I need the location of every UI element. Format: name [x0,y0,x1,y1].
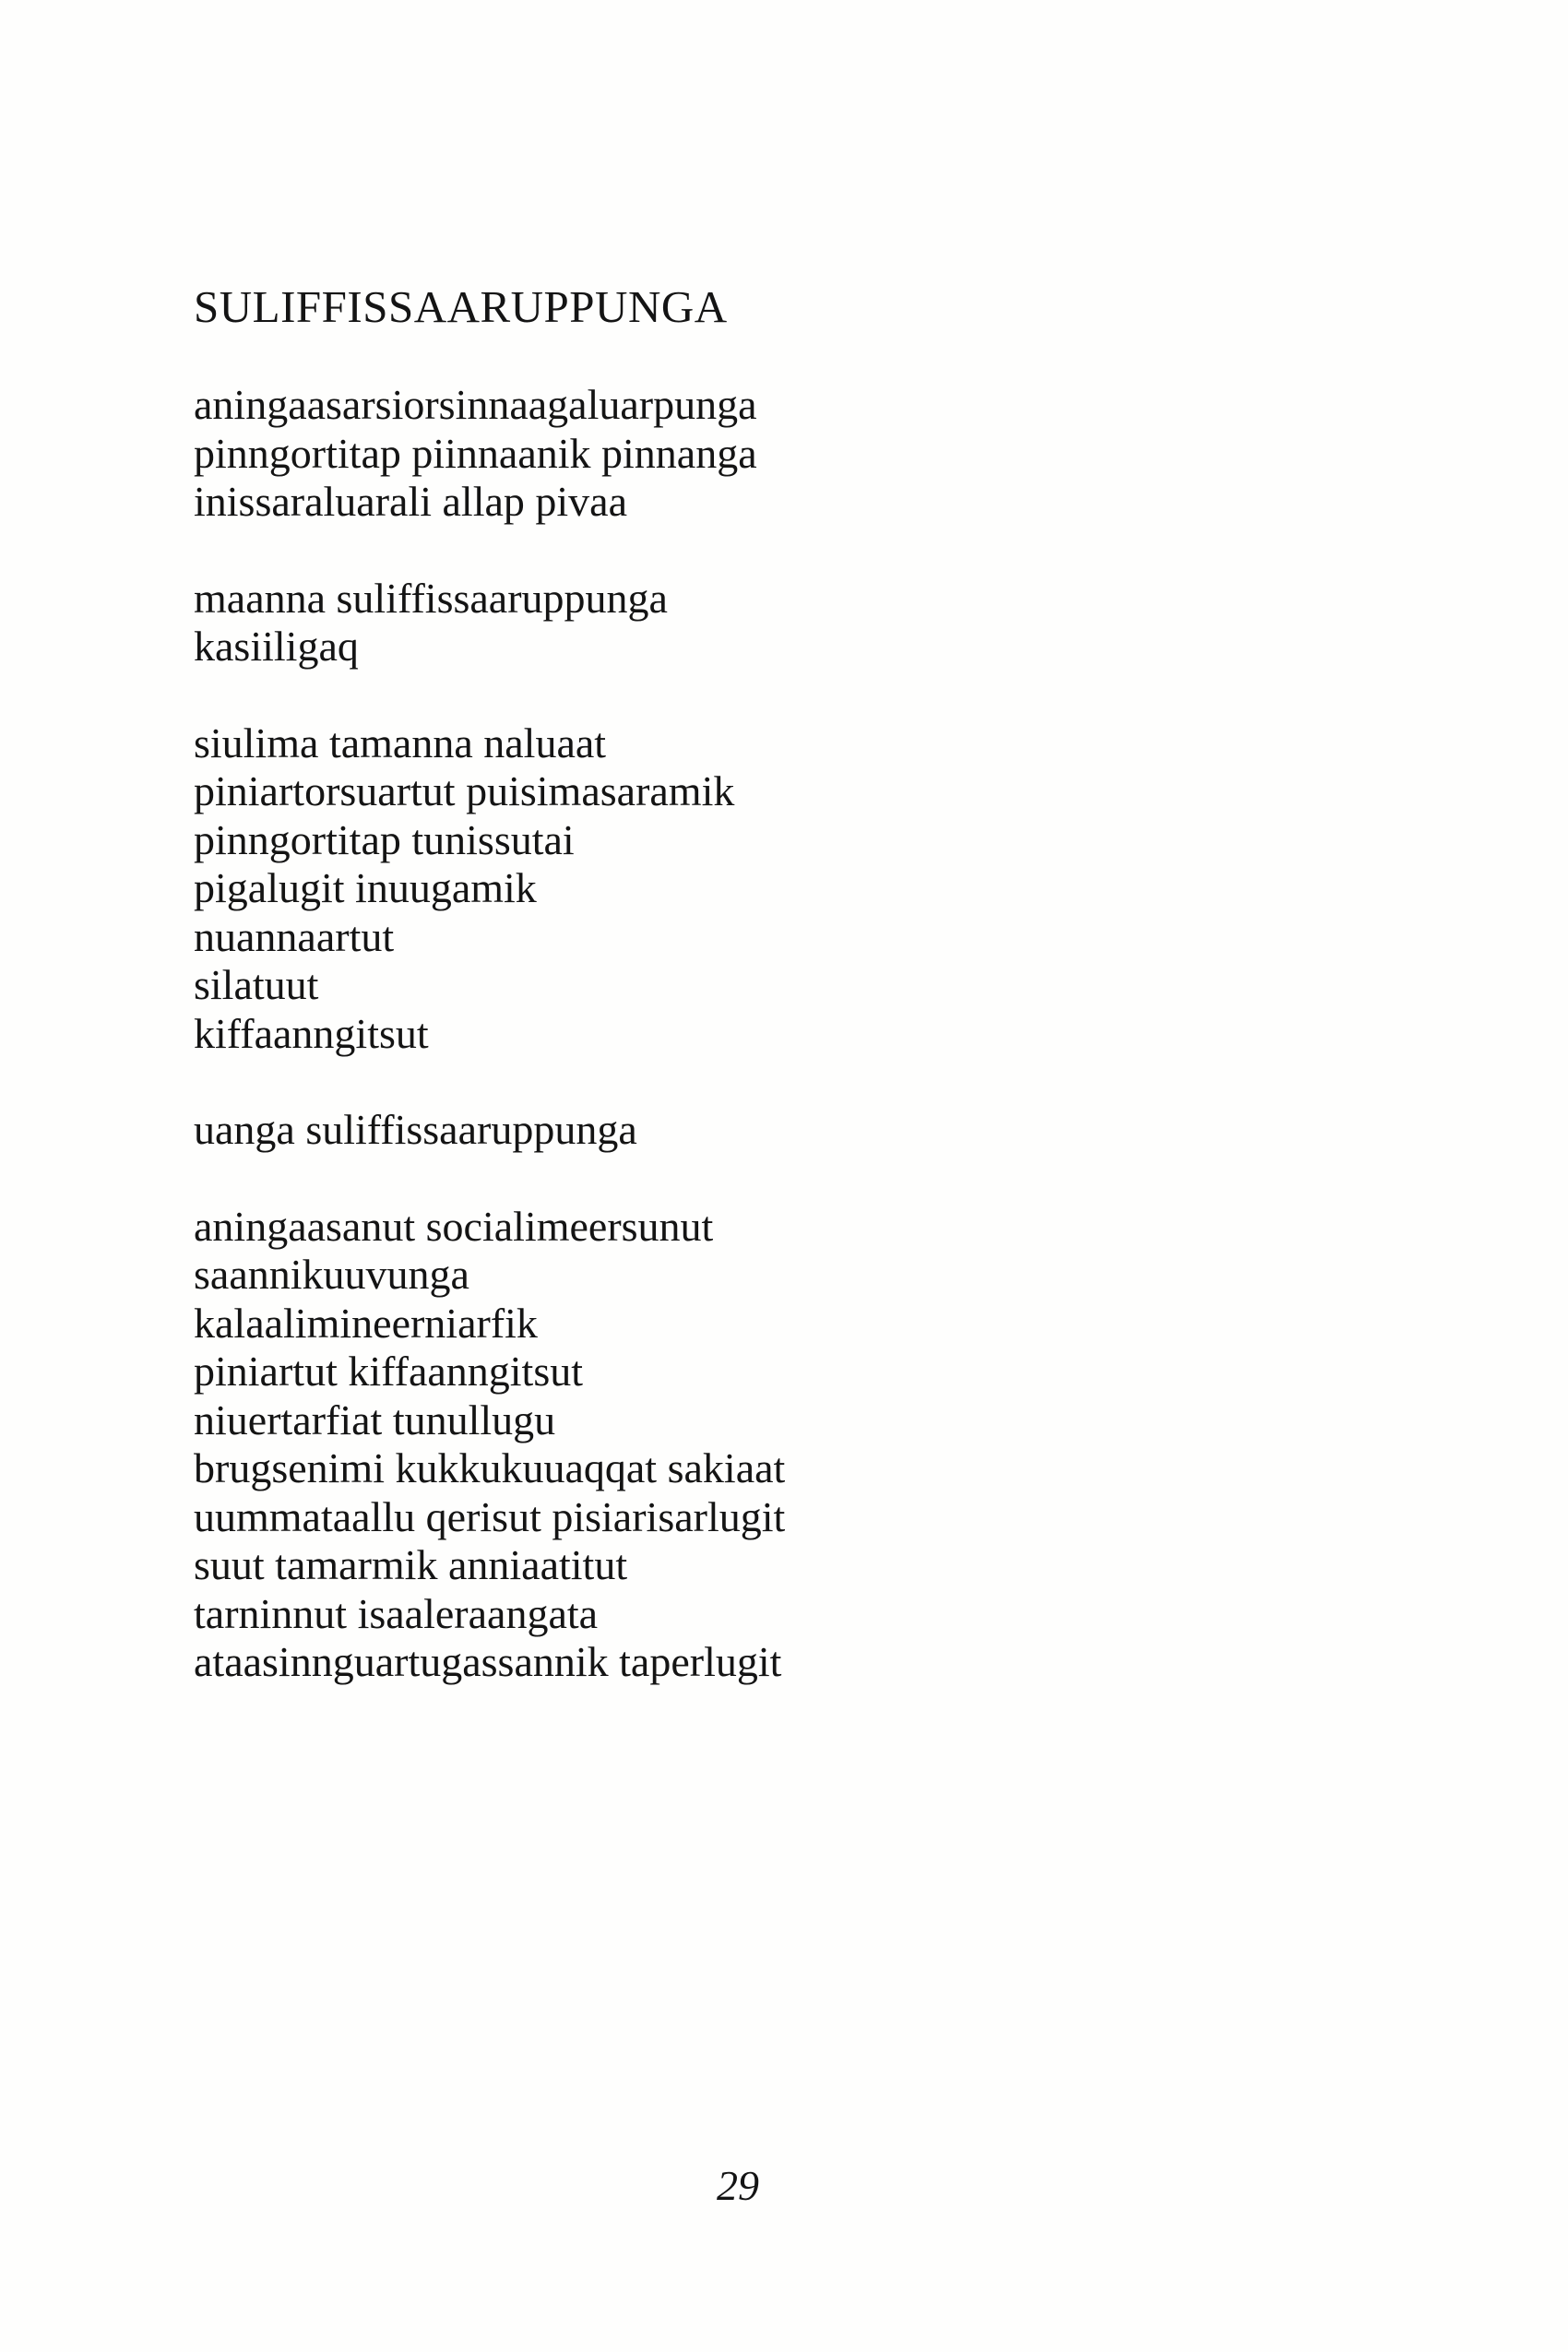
poem-line: suut tamarmik anniaatitut [194,1541,628,1588]
poem-line: tarninnut isaaleraangata [194,1589,599,1637]
stanza-1 [194,381,1301,527]
stanza-5 [194,1203,1301,1687]
poem-line: silatuut [194,961,319,1008]
stanza-2 [194,575,1301,671]
poem-line: uanga suliffissaaruppunga [194,1106,637,1153]
poem-line: maanna suliffissaaruppunga [194,574,668,622]
poem-line: saannikuuvunga [194,1251,469,1298]
stanza-3 [194,719,1301,1059]
poem-line: kalaalimineerniarfik [194,1299,538,1347]
poem-line: kasiiligaq [194,623,359,670]
poem-line: brugsenimi kukkukuuaqqat sakiaat [194,1444,786,1491]
poem-line: siulima tamanna naluaat [194,719,607,766]
poem-line: ataasinnguartugassannik taperlugit [194,1638,782,1685]
poem-line: pinngortitap piinnaanik pinnanga [194,429,757,477]
poem-body [194,381,1301,1735]
poem-line: kiffaanngitsut [194,1009,429,1057]
poem-title: SULIFFISSAARUPPUNGA [194,281,728,332]
page-number: 29 [717,2162,759,2209]
poem-line: pinngortitap tunissutai [194,815,575,863]
poem-line: pigalugit inuugamik [194,864,537,911]
poem-line: niuertarfiat tunullugu [194,1396,556,1443]
poem-line: aningaasarsiorsinnaagaluarpunga [194,381,757,428]
poem-line: inissaraluarali allap pivaa [194,478,628,525]
poem-line: uummataallu qerisut pisiarisarlugit [194,1492,786,1540]
stanza-4 [194,1106,1301,1155]
poem-line: nuannaartut [194,912,395,960]
poem-line: piniartut kiffaanngitsut [194,1348,584,1395]
poem-line: piniartorsuartut puisimasaramik [194,767,735,814]
poem-line: aningaasanut socialimeersunut [194,1202,714,1250]
